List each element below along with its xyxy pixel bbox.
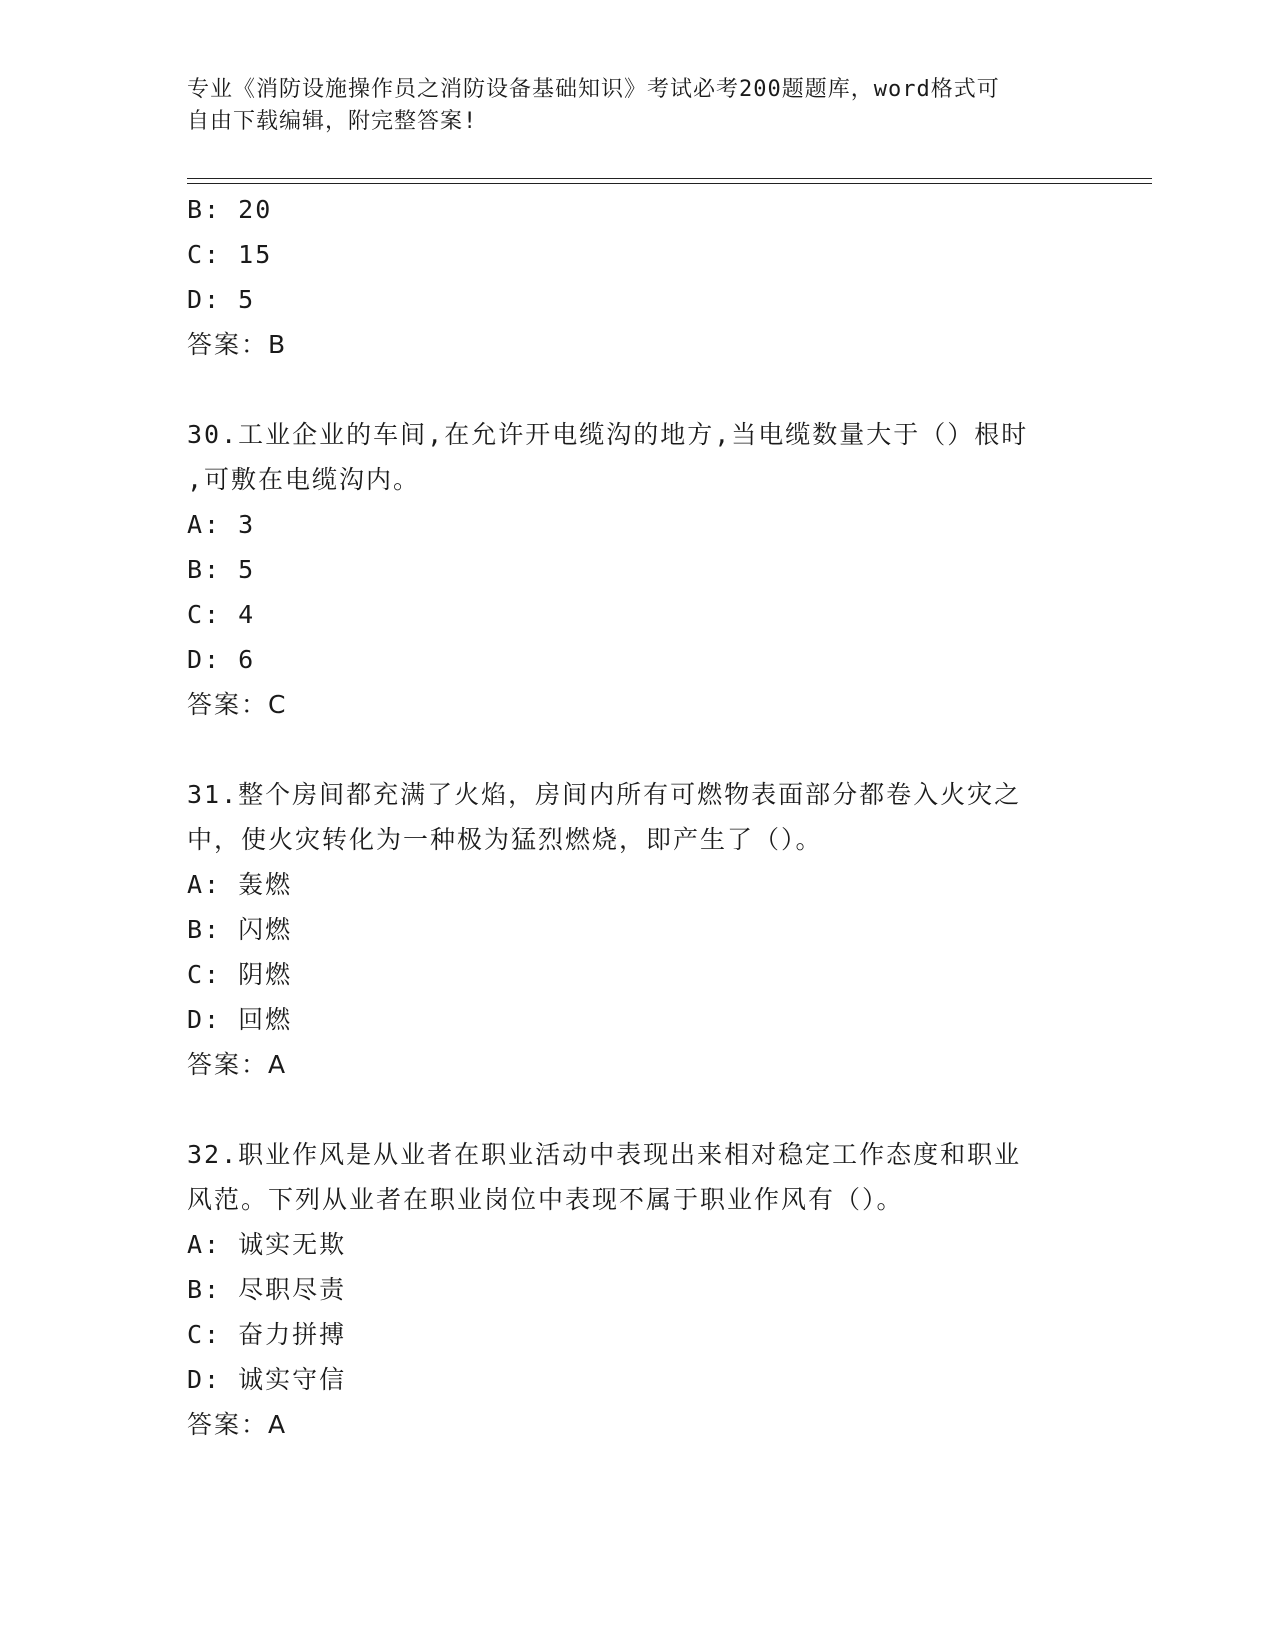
q31-text-line-2: 中，使火灾转化为一种极为猛烈燃烧，即产生了（）。 [187, 825, 823, 854]
q32-option-b: B: 尽职尽责 [187, 1275, 347, 1304]
q31-option-b: B: 闪燃 [187, 915, 293, 944]
prev-option-b: B: 20 [187, 195, 273, 224]
q31-answer: 答案：A [187, 1050, 288, 1079]
q32-option-d: D: 诚实守信 [187, 1365, 347, 1394]
q30-answer: 答案：C [187, 690, 288, 719]
q30-option-a: A: 3 [187, 510, 256, 539]
q30-option-b: B: 5 [187, 555, 256, 584]
document-header [187, 74, 1077, 138]
q30-text-line-1: 30.工业企业的车间,在允许开电缆沟的地方,当电缆数量大于（）根时 [187, 420, 1029, 449]
q32-option-a: A: 诚实无欺 [187, 1230, 347, 1259]
q31-option-c: C: 阴燃 [187, 960, 293, 989]
q30-text-line-2: ,可敷在电缆沟内。 [187, 465, 421, 494]
q30-option-c: C: 4 [187, 600, 256, 629]
header-line-2: 自由下载编辑，附完整答案! [187, 109, 478, 134]
header-rule-bottom [187, 183, 1152, 184]
prev-option-c: C: 15 [187, 240, 273, 269]
q32-option-c: C: 奋力拼搏 [187, 1320, 347, 1349]
q32-text-line-1: 32.职业作风是从业者在职业活动中表现出来相对稳定工作态度和职业 [187, 1140, 1022, 1169]
q31-text-line-1: 31.整个房间都充满了火焰，房间内所有可燃物表面部分都卷入火灾之 [187, 780, 1022, 809]
prev-answer: 答案：B [187, 330, 288, 359]
q31-option-d: D: 回燃 [187, 1005, 293, 1034]
q31-option-a: A: 轰燃 [187, 870, 293, 899]
q32-text-line-2: 风范。下列从业者在职业岗位中表现不属于职业作风有（）。 [187, 1185, 904, 1214]
header-line-1: 专业《消防设施操作员之消防设备基础知识》考试必考200题题库，word格式可 [187, 77, 1000, 102]
prev-option-d: D: 5 [187, 285, 256, 314]
q30-option-d: D: 6 [187, 645, 256, 674]
q32-answer: 答案：A [187, 1410, 288, 1439]
header-rule-top [187, 178, 1152, 179]
